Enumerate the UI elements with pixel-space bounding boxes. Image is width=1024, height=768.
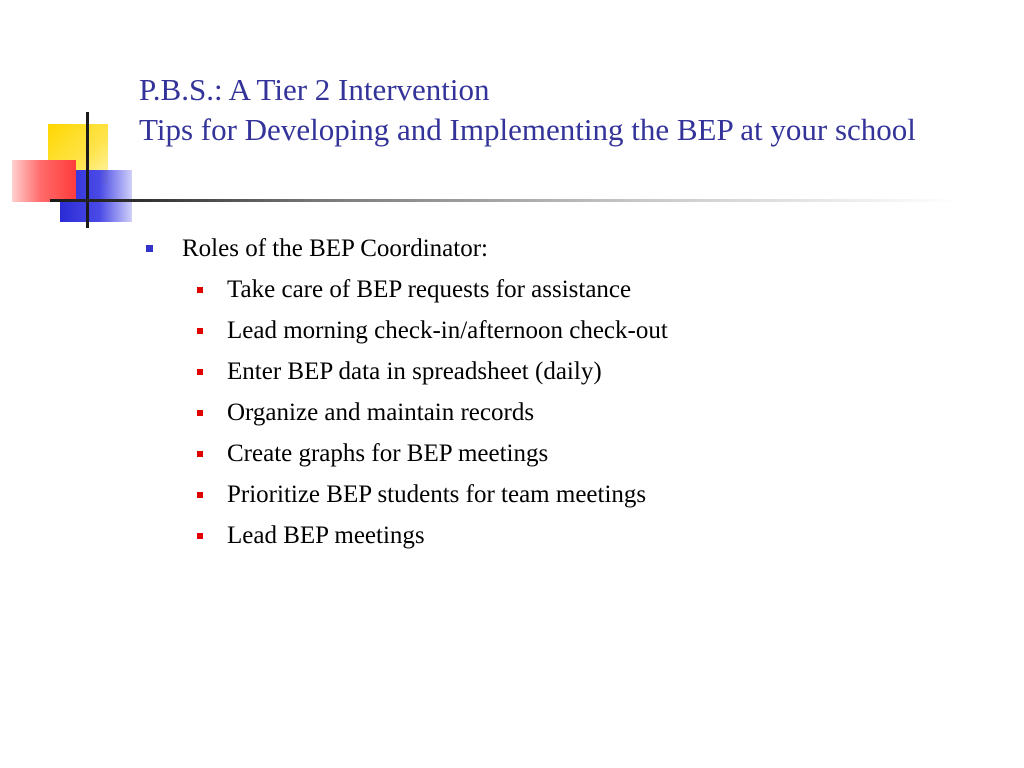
sub-bullet-text: Organize and maintain records [227,399,535,426]
sub-bullet-list [140,269,1000,556]
sub-bullet-text: Enter BEP data in spreadsheet (daily) [227,358,602,385]
main-bullet-text: Roles of the BEP Coordinator: [182,235,488,262]
red-square-decoration [12,160,76,202]
square-bullet-icon [146,245,153,252]
sub-bullet-item [140,351,1000,392]
square-bullet-icon [197,328,203,334]
sub-bullet-item [140,269,1000,310]
sub-bullet-text: Lead morning check-in/afternoon check-out [227,317,668,344]
sub-bullet-item [140,474,1000,515]
vertical-line-decoration [86,112,89,228]
sub-bullet-item [140,515,1000,556]
sub-bullet-item [140,310,1000,351]
slide-content [140,228,1000,556]
title-underline-decoration [50,199,960,202]
sub-bullet-item [140,433,1000,474]
square-bullet-icon [197,287,203,293]
sub-bullet-text: Lead BEP meetings [227,522,425,549]
square-bullet-icon [197,369,203,375]
sub-bullet-text: Take care of BEP requests for assistance [227,276,632,303]
square-bullet-icon [197,410,203,416]
square-bullet-icon [197,492,203,498]
square-bullet-icon [197,533,203,539]
sub-bullet-item [140,392,1000,433]
square-bullet-icon [197,451,203,457]
title-line-2: Tips for Developing and Implementing the BEP at your school [139,112,916,147]
sub-bullet-text: Prioritize BEP students for team meetings [227,481,647,508]
main-bullet-item [140,228,1000,269]
sub-bullet-text: Create graphs for BEP meetings [227,440,549,467]
slide-title [139,70,999,150]
title-line-1: P.B.S.: A Tier 2 Intervention [139,72,490,107]
